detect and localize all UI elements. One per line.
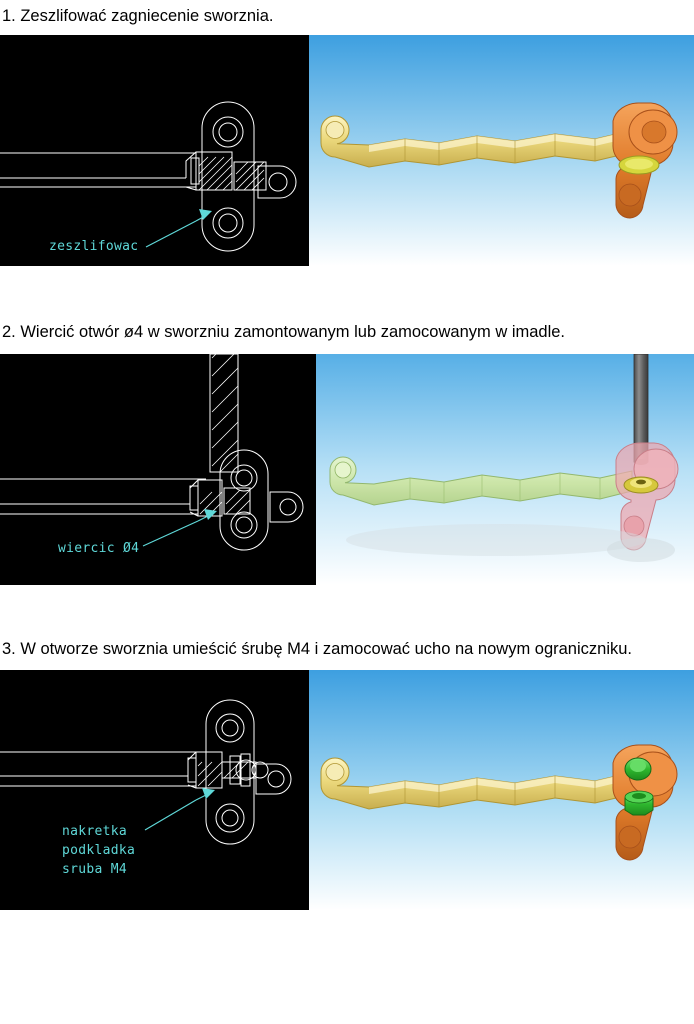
step-2-render [316, 354, 694, 585]
cad-label-podkladka: podkladka [62, 843, 136, 859]
step-2-text: 2. Wiercić otwór ø4 w sworzniu zamontowanym lub zamocowanym w imadle. [2, 323, 566, 342]
step-2-figure [0, 354, 694, 585]
cad-label-wiercic: wiercic Ø4 [58, 540, 140, 556]
step-1-figure [0, 35, 694, 266]
step-3-text: 3. W otworze sworznia umieścić śrubę M4 i zamocować ucho na nowym ograniczniku. [2, 639, 632, 658]
cad-label-sruba-m4: sruba M4 [62, 862, 128, 878]
step-3-cad-drawing [0, 670, 309, 910]
render-svg-2 [316, 354, 694, 585]
cad-svg-2 [0, 354, 316, 585]
spacer-step-2-3 [0, 585, 694, 639]
render-svg-1 [309, 35, 694, 266]
cad-svg-3 [0, 670, 309, 910]
step-2-cad-drawing [0, 354, 316, 585]
step-1-cad-drawing [0, 35, 309, 266]
cad-label-zeszlifowac: zeszlifowac [49, 239, 139, 255]
step-3-figure [0, 670, 694, 910]
step-1-text: 1. Zeszlifować zagniecenie sworznia. [2, 7, 274, 25]
spacer-step-1-2 [0, 266, 694, 322]
render-svg-3 [309, 670, 694, 910]
cad-label-nakretka: nakretka [62, 824, 128, 840]
step-3-render [309, 670, 694, 910]
step-1-render [309, 35, 694, 266]
cad-svg-1 [0, 35, 309, 266]
